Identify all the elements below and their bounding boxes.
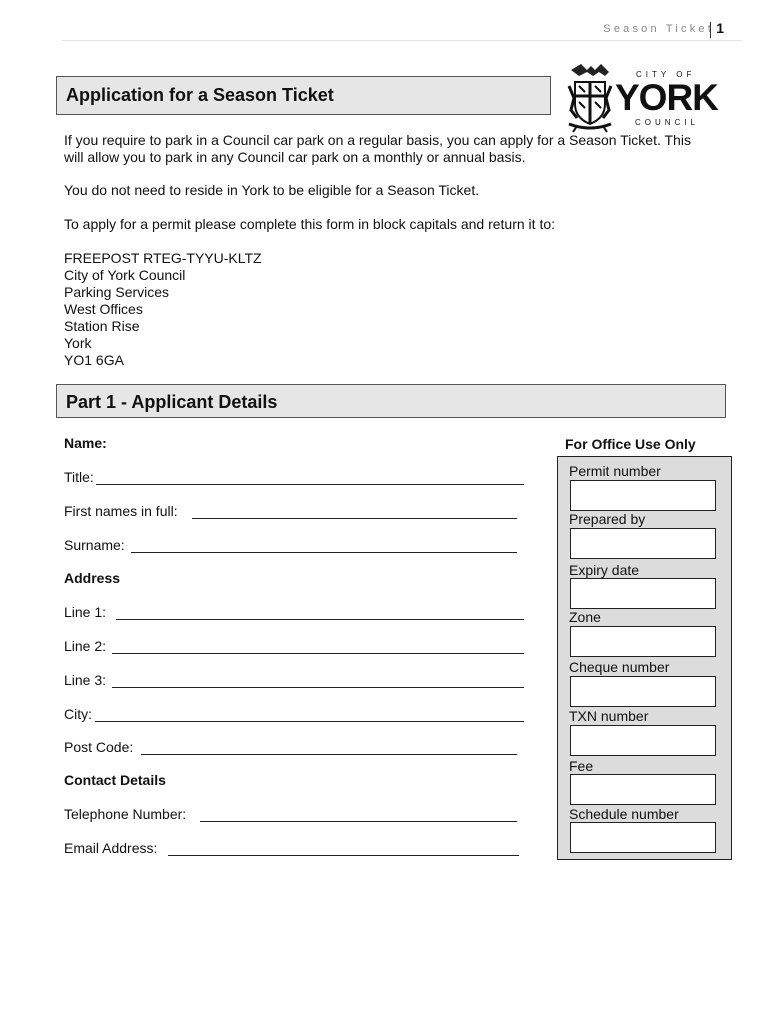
txn-number-field[interactable] [570, 725, 716, 756]
expiry-date-field[interactable] [570, 578, 716, 609]
email-label: Email Address: [64, 840, 158, 856]
line1-field[interactable] [116, 619, 524, 620]
contact-heading: Contact Details [64, 772, 166, 788]
zone-label: Zone [569, 609, 601, 625]
schedule-number-field[interactable] [570, 822, 716, 853]
return-address [64, 250, 262, 369]
permit-number-field[interactable] [570, 480, 716, 511]
line1-label: Line 1: [64, 604, 107, 620]
prepared-by-field[interactable] [570, 528, 716, 559]
surname-label: Surname: [64, 537, 125, 553]
fee-label: Fee [569, 758, 594, 774]
address-line: Parking Services [64, 284, 170, 300]
intro-paragraph-3: To apply for a permit please complete this form in block capitals and return it to: [64, 216, 556, 232]
line3-field[interactable] [112, 687, 524, 688]
surname-field[interactable] [131, 552, 517, 553]
logo-council: COUNCIL [635, 118, 700, 127]
intro-paragraph-1: If you require to park in a Council car park on a regular basis, you can apply for a Season Ticket. This will allow you to park in any Council car park on a monthly or annual basis. [64, 132, 691, 165]
permit-number-label: Permit number [569, 463, 661, 479]
address-line: West Offices [64, 301, 143, 317]
header-rule [62, 40, 742, 41]
line3-label: Line 3: [64, 672, 107, 688]
header-divider [710, 22, 711, 38]
email-field[interactable] [168, 855, 519, 856]
name-heading: Name: [64, 435, 107, 451]
city-label: City: [64, 706, 92, 722]
address-line: FREEPOST RTEG-TYYU-KLTZ [64, 250, 262, 266]
title-label: Title: [64, 469, 94, 485]
first-names-label: First names in full: [64, 503, 178, 519]
txn-number-label: TXN number [569, 708, 649, 724]
fee-field[interactable] [570, 774, 716, 805]
expiry-date-label: Expiry date [569, 562, 640, 578]
address-line: YO1 6GA [64, 352, 124, 368]
page-number: 1 [716, 20, 724, 36]
logo-city-of: CITY OF [636, 70, 696, 79]
address-line: City of York Council [64, 267, 186, 283]
address-heading: Address [64, 570, 121, 586]
postcode-field[interactable] [141, 754, 517, 755]
telephone-field[interactable] [200, 821, 517, 822]
telephone-label: Telephone Number: [64, 806, 187, 822]
part1-heading-box [56, 384, 726, 418]
part1-heading: Part 1 - Applicant Details [66, 392, 278, 412]
york-crest-icon [565, 62, 615, 134]
prepared-by-label: Prepared by [569, 511, 646, 527]
line2-label: Line 2: [64, 638, 107, 654]
title-field[interactable] [96, 484, 524, 485]
zone-field[interactable] [570, 626, 716, 657]
schedule-number-label: Schedule number [569, 806, 679, 822]
york-logo [565, 62, 718, 132]
city-field[interactable] [95, 721, 524, 722]
first-names-field[interactable] [192, 518, 517, 519]
cheque-number-label: Cheque number [569, 659, 670, 675]
office-use-heading: For Office Use Only [565, 436, 696, 452]
logo-york: YORK [615, 77, 718, 118]
address-line: York [64, 335, 92, 351]
postcode-label: Post Code: [64, 739, 134, 755]
page-title: Application for a Season Ticket [66, 85, 334, 105]
cheque-number-field[interactable] [570, 676, 716, 707]
page-title-box [56, 76, 551, 115]
intro-paragraph-2: You do not need to reside in York to be eligible for a Season Ticket. [64, 182, 480, 198]
address-line: Station Rise [64, 318, 140, 334]
running-title: Season Ticket [603, 23, 714, 35]
line2-field[interactable] [112, 653, 524, 654]
